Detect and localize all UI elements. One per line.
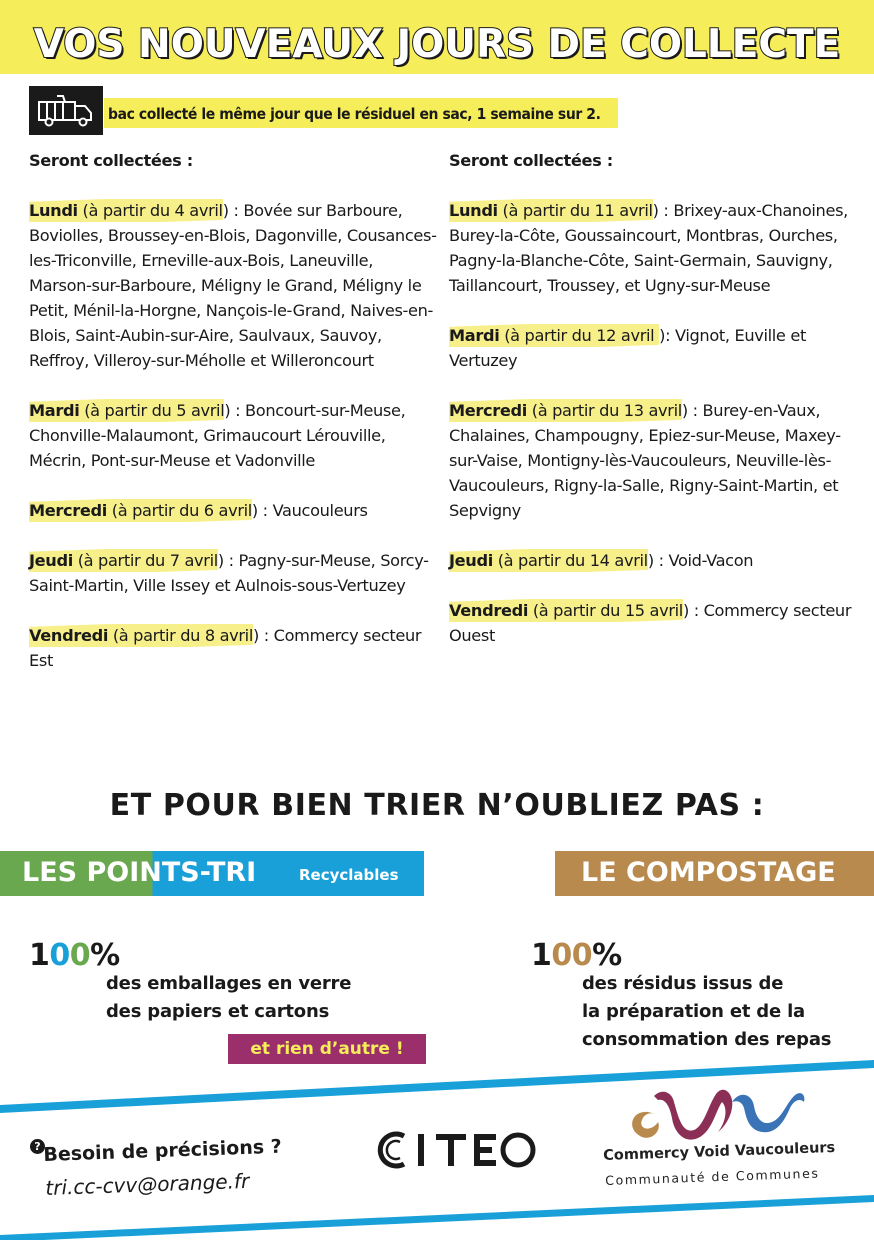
pct-digit: 0 xyxy=(571,938,593,973)
day-label: Mardi xyxy=(449,326,500,345)
pct-digit: 0 xyxy=(69,938,91,973)
left-schedule-column xyxy=(29,148,439,698)
communes-list: : Bovée sur Barboure, Boviolles, Broussey-en-Blois, Dagonville, Cousances-les-Triconville, Erneville-aux-Bois, Laneuville, Marson-sur-Barboure, Méligny le Grand, Méligny le Petit, Ménil-la-Horgne, Nançois-le-Grand, Naives-en-Blois, Saint-Aubin-sur-Aire, Saulvaux, Sauvoy, Reffroy, Villeroy-sur-Méholle et Willeroncourt xyxy=(29,201,437,370)
communes-list: : Burey-en-Vaux, Chalaines, Champougny, Epiez-sur-Meuse, Maxey-sur-Vaise, Montigny-lès-Vaucouleurs, Neuville-lès-Vaucouleurs, Rigny-la-Salle, Rigny-Saint-Martin, et Sepvigny xyxy=(449,401,841,520)
paren: ) xyxy=(222,201,229,220)
description-line: des résidus issus de xyxy=(582,973,784,994)
day-highlight xyxy=(29,399,224,422)
day-highlight xyxy=(449,549,648,572)
day-highlight xyxy=(449,599,683,622)
communes-list: : Commercy secteur Ouest xyxy=(449,601,852,645)
pct-digit: 1 xyxy=(29,938,50,973)
paren: ) xyxy=(217,551,224,570)
schedule-entry xyxy=(449,398,869,523)
compost-banner xyxy=(555,851,874,896)
help-title: Besoin de précisions ? xyxy=(43,1135,283,1166)
compost-title: LE COMPOSTAGE xyxy=(581,857,836,888)
start-date: (à partir du 14 avril xyxy=(492,551,648,570)
communes-list: : Brixey-aux-Chanoines, Burey-la-Côte, Goussaincourt, Montbras, Ourches, Pagny-la-Blanche-Côte, Saint-Germain, Sauvigny, Taillancourt, Troussey, et Ugny-sur-Meuse xyxy=(449,201,848,295)
day-label: Jeudi xyxy=(29,551,73,570)
paren: ) xyxy=(681,401,688,420)
start-date: (à partir du 12 avril xyxy=(499,326,660,345)
paren: ) xyxy=(652,201,659,220)
schedule-entry xyxy=(29,623,439,673)
day-label: Mercredi xyxy=(449,401,527,420)
communes-list: : Void-Vacon xyxy=(653,551,754,570)
reminder-title: ET POUR BIEN TRIER N’OUBLIEZ PAS : xyxy=(109,788,765,823)
points-tri-percent xyxy=(29,938,120,973)
pct-sign: % xyxy=(90,938,120,973)
day-highlight xyxy=(449,324,659,347)
communes-list: : Vaucouleurs xyxy=(257,501,368,520)
pct-digit: 0 xyxy=(551,938,572,973)
day-label: Mardi xyxy=(29,401,80,420)
paren: ) xyxy=(659,326,666,345)
org-subtitle: Communauté de Communes xyxy=(605,1165,820,1188)
schedule-entry xyxy=(29,548,439,598)
collection-note: bac collecté le même jour que le résiduel en sac, 1 semaine sur 2. xyxy=(108,105,601,123)
paren: ) xyxy=(647,551,654,570)
day-label: Vendredi xyxy=(449,601,529,620)
day-label: Lundi xyxy=(29,201,78,220)
rien-dautre-badge: et rien d’autre ! xyxy=(228,1034,426,1064)
description-line: la préparation et de la xyxy=(582,1001,805,1022)
right-schedule-column xyxy=(449,148,869,673)
day-highlight xyxy=(29,499,252,522)
description-line: des emballages en verre xyxy=(106,973,352,994)
cvv-logo-icon xyxy=(622,1082,806,1150)
day-highlight xyxy=(449,399,682,422)
left-heading: Seront collectées : xyxy=(29,151,193,170)
description-line: des papiers et cartons xyxy=(106,1001,330,1022)
paren: ) xyxy=(251,501,258,520)
paren: ) xyxy=(224,401,231,420)
start-date: (à partir du 13 avril xyxy=(526,401,682,420)
page-title: VOS NOUVEAUX JOURS DE COLLECTE xyxy=(33,22,841,67)
points-tri-description xyxy=(106,970,351,1026)
start-date: (à partir du 5 avril xyxy=(79,401,225,420)
day-highlight xyxy=(29,199,223,222)
schedule-entry xyxy=(29,198,439,373)
start-date: (à partir du 6 avril xyxy=(106,501,252,520)
start-date: (à partir du 15 avril xyxy=(528,601,683,620)
day-highlight xyxy=(449,199,653,222)
pct-digit: 1 xyxy=(531,938,552,973)
start-date: (à partir du 7 avril xyxy=(72,551,218,570)
communes-list: : Pagny-sur-Meuse, Sorcy-Saint-Martin, Ville Issey et Aulnois-sous-Vertuzey xyxy=(29,551,429,595)
start-date: (à partir du 11 avril xyxy=(497,201,653,220)
org-name: Commercy Void Vaucouleurs xyxy=(603,1139,836,1164)
communes-list: : Vignot, Euville et Vertuzey xyxy=(449,326,806,370)
contact-email[interactable]: tri.cc-cvv@orange.fr xyxy=(45,1168,250,1200)
day-label: Lundi xyxy=(449,201,498,220)
communes-list: : Commercy secteur Est xyxy=(29,626,422,670)
points-tri-banner xyxy=(0,851,424,896)
schedule-entry xyxy=(29,398,439,473)
question-icon: ? xyxy=(30,1139,45,1154)
communes-list: : Boncourt-sur-Meuse, Chonville-Malaumont, Grimaucourt Lérouville, Mécrin, Pont-sur-Meuse et Vadonville xyxy=(29,401,406,470)
schedule-entry xyxy=(449,198,869,298)
compost-description xyxy=(582,970,831,1054)
schedule-entry xyxy=(449,548,869,573)
description-line: consommation des repas xyxy=(582,1029,832,1050)
citeo-logo xyxy=(374,1128,538,1176)
schedule-entry xyxy=(449,598,869,648)
day-label: Vendredi xyxy=(29,626,109,645)
recyclables-tag: Recyclables xyxy=(299,866,399,884)
schedule-entry xyxy=(449,323,869,373)
day-highlight xyxy=(29,624,253,647)
paren: ) xyxy=(252,626,259,645)
day-highlight xyxy=(29,549,218,572)
garbage-truck-icon xyxy=(29,86,103,135)
compost-percent xyxy=(531,938,622,973)
start-date: (à partir du 4 avril xyxy=(77,201,223,220)
day-label: Jeudi xyxy=(449,551,493,570)
points-tri-title: LES POINTS-TRI xyxy=(22,857,257,888)
start-date: (à partir du 8 avril xyxy=(108,626,253,645)
right-heading: Seront collectées : xyxy=(449,151,613,170)
schedule-entry xyxy=(29,498,439,523)
pct-digit: 0 xyxy=(49,938,70,973)
paren: ) xyxy=(682,601,689,620)
pct-sign: % xyxy=(592,938,622,973)
day-label: Mercredi xyxy=(29,501,107,520)
